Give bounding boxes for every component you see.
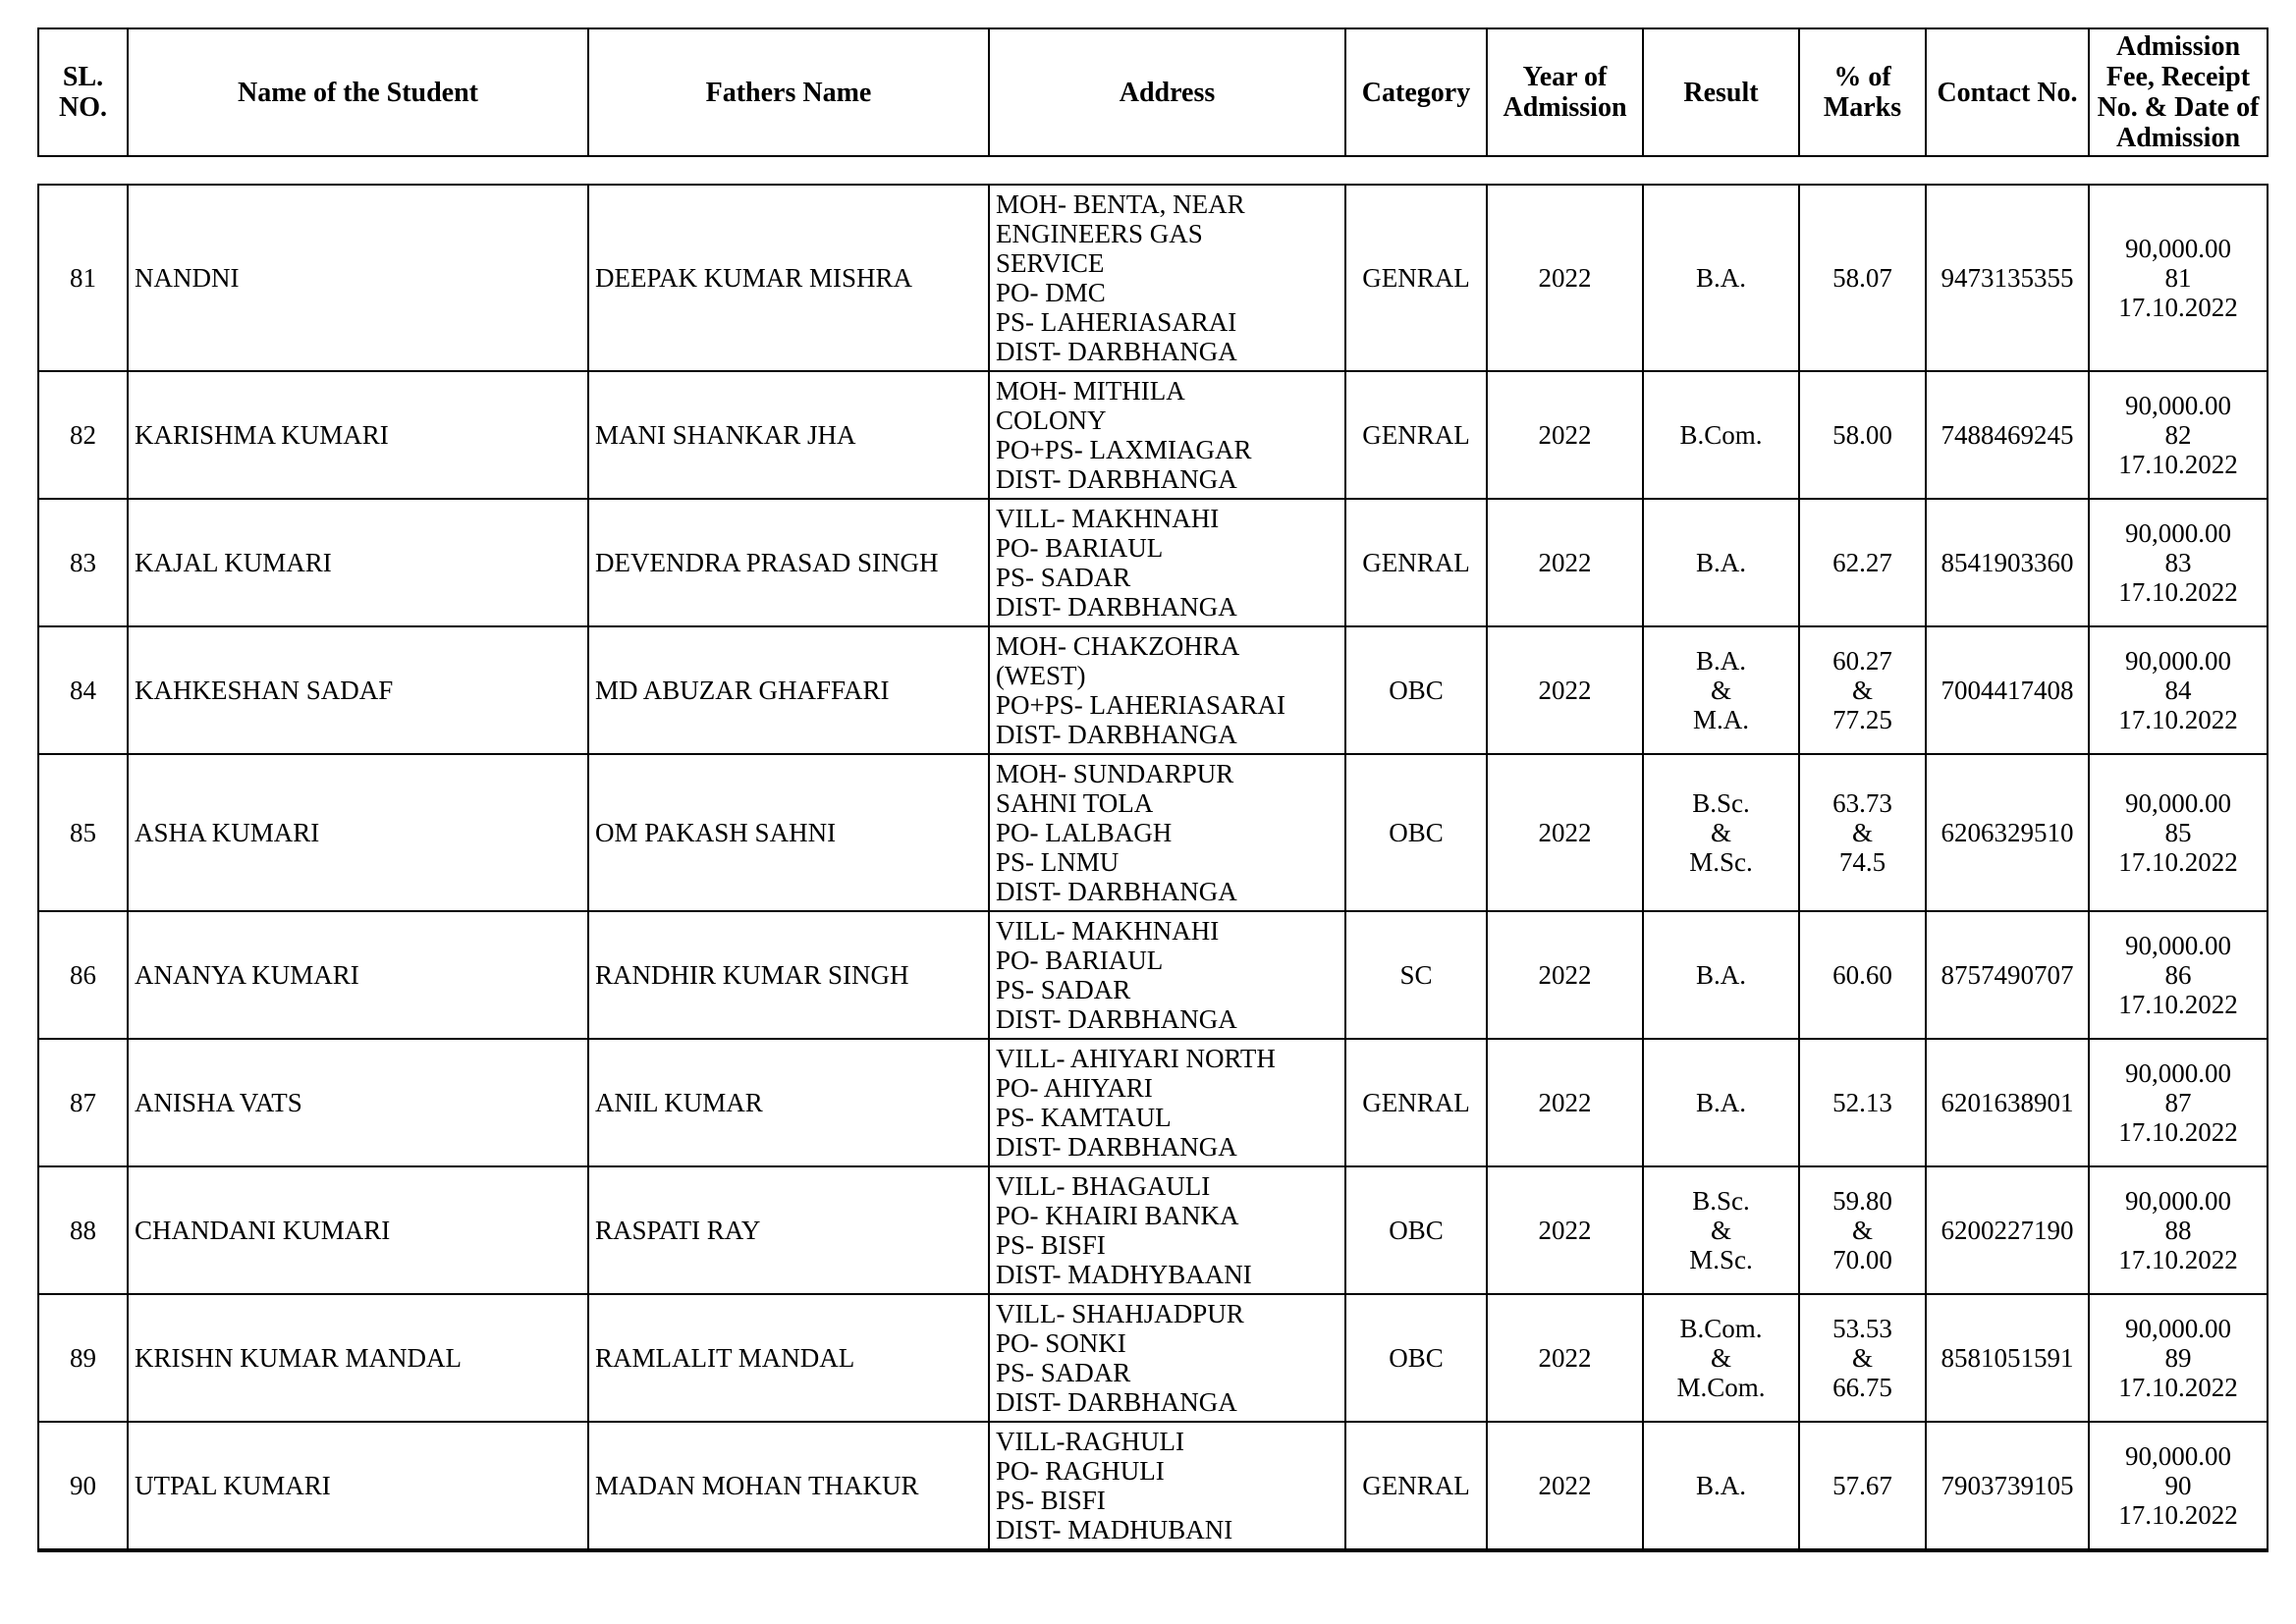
cell-marks: 58.00: [1799, 371, 1926, 499]
cell-fee: 90,000.00 88 17.10.2022: [2089, 1166, 2268, 1294]
cell-address: VILL- BHAGAULI PO- KHAIRI BANKA PS- BISFI DIST- MADHYBAANI: [989, 1166, 1345, 1294]
cell-contact: 9473135355: [1926, 185, 2089, 371]
table-row: [38, 371, 2268, 499]
column-header-contact: Contact No.: [1926, 28, 2089, 156]
cell-address: VILL- SHAHJADPUR PO- SONKI PS- SADAR DIST- DARBHANGA: [989, 1294, 1345, 1422]
cell-contact: 6201638901: [1926, 1039, 2089, 1166]
cell-father-name: MANI SHANKAR JHA: [588, 371, 989, 499]
table-row: [38, 911, 2268, 1039]
cell-address: MOH- SUNDARPUR SAHNI TOLA PO- LALBAGH PS- LNMU DIST- DARBHANGA: [989, 754, 1345, 911]
cell-sl-no: 84: [38, 626, 128, 754]
cell-contact: 7488469245: [1926, 371, 2089, 499]
cell-result: B.Sc. & M.Sc.: [1643, 754, 1799, 911]
cell-contact: 6206329510: [1926, 754, 2089, 911]
cell-address: VILL-RAGHULI PO- RAGHULI PS- BISFI DIST- MADHUBANI: [989, 1422, 1345, 1550]
column-header-category: Category: [1345, 28, 1487, 156]
column-header-sl-no: SL. NO.: [38, 28, 128, 156]
cell-fee: 90,000.00 87 17.10.2022: [2089, 1039, 2268, 1166]
table-row: [38, 185, 2268, 371]
cell-marks: 60.27 & 77.25: [1799, 626, 1926, 754]
cell-category: OBC: [1345, 626, 1487, 754]
cell-result: B.Com. & M.Com.: [1643, 1294, 1799, 1422]
cell-fee: 90,000.00 90 17.10.2022: [2089, 1422, 2268, 1550]
cell-year: 2022: [1487, 1039, 1643, 1166]
cell-fee: 90,000.00 86 17.10.2022: [2089, 911, 2268, 1039]
cell-result: B.A.: [1643, 1039, 1799, 1166]
cell-sl-no: 81: [38, 185, 128, 371]
cell-father-name: RASPATI RAY: [588, 1166, 989, 1294]
cell-category: GENRAL: [1345, 1422, 1487, 1550]
cell-address: MOH- BENTA, NEAR ENGINEERS GAS SERVICE PO- DMC PS- LAHERIASARAI DIST- DARBHANGA: [989, 185, 1345, 371]
cell-marks: 62.27: [1799, 499, 1926, 626]
header-row: [38, 28, 2268, 156]
cell-result: B.Sc. & M.Sc.: [1643, 1166, 1799, 1294]
cell-sl-no: 85: [38, 754, 128, 911]
cell-fee: 90,000.00 89 17.10.2022: [2089, 1294, 2268, 1422]
cell-father-name: DEVENDRA PRASAD SINGH: [588, 499, 989, 626]
cell-fee: 90,000.00 84 17.10.2022: [2089, 626, 2268, 754]
cell-category: GENRAL: [1345, 185, 1487, 371]
cell-year: 2022: [1487, 185, 1643, 371]
students-table: [37, 184, 2269, 1552]
cell-category: GENRAL: [1345, 371, 1487, 499]
cell-sl-no: 88: [38, 1166, 128, 1294]
cell-result: B.A.: [1643, 185, 1799, 371]
cell-address: VILL- MAKHNAHI PO- BARIAUL PS- SADAR DIST- DARBHANGA: [989, 911, 1345, 1039]
cell-category: OBC: [1345, 1294, 1487, 1422]
cell-year: 2022: [1487, 499, 1643, 626]
table-row: [38, 1039, 2268, 1166]
cell-result: B.A.: [1643, 911, 1799, 1039]
cell-sl-no: 89: [38, 1294, 128, 1422]
cell-father-name: RAMLALIT MANDAL: [588, 1294, 989, 1422]
cell-student-name: ANANYA KUMARI: [128, 911, 588, 1039]
cell-result: B.A.: [1643, 1422, 1799, 1550]
cell-year: 2022: [1487, 1294, 1643, 1422]
cell-contact: 6200227190: [1926, 1166, 2089, 1294]
cell-student-name: CHANDANI KUMARI: [128, 1166, 588, 1294]
cell-result: B.A. & M.A.: [1643, 626, 1799, 754]
cell-marks: 59.80 & 70.00: [1799, 1166, 1926, 1294]
cell-result: B.Com.: [1643, 371, 1799, 499]
cell-category: GENRAL: [1345, 1039, 1487, 1166]
column-header-marks: % of Marks: [1799, 28, 1926, 156]
table-row: [38, 1166, 2268, 1294]
cell-category: OBC: [1345, 1166, 1487, 1294]
cell-father-name: OM PAKASH SAHNI: [588, 754, 989, 911]
cell-marks: 60.60: [1799, 911, 1926, 1039]
cell-father-name: ANIL KUMAR: [588, 1039, 989, 1166]
header-table: [37, 27, 2269, 157]
cell-sl-no: 86: [38, 911, 128, 1039]
cell-contact: 8581051591: [1926, 1294, 2089, 1422]
cell-student-name: KAHKESHAN SADAF: [128, 626, 588, 754]
table-row: [38, 626, 2268, 754]
cell-contact: 8541903360: [1926, 499, 2089, 626]
cell-year: 2022: [1487, 911, 1643, 1039]
column-header-father: Fathers Name: [588, 28, 989, 156]
cell-father-name: DEEPAK KUMAR MISHRA: [588, 185, 989, 371]
cell-category: SC: [1345, 911, 1487, 1039]
cell-marks: 53.53 & 66.75: [1799, 1294, 1926, 1422]
cell-address: MOH- MITHILA COLONY PO+PS- LAXMIAGAR DIST- DARBHANGA: [989, 371, 1345, 499]
cell-student-name: NANDNI: [128, 185, 588, 371]
cell-father-name: RANDHIR KUMAR SINGH: [588, 911, 989, 1039]
cell-year: 2022: [1487, 626, 1643, 754]
cell-sl-no: 82: [38, 371, 128, 499]
column-header-result: Result: [1643, 28, 1799, 156]
cell-year: 2022: [1487, 1166, 1643, 1294]
cell-contact: 8757490707: [1926, 911, 2089, 1039]
cell-contact: 7004417408: [1926, 626, 2089, 754]
cell-result: B.A.: [1643, 499, 1799, 626]
cell-fee: 90,000.00 81 17.10.2022: [2089, 185, 2268, 371]
cell-marks: 63.73 & 74.5: [1799, 754, 1926, 911]
column-header-fee: Admission Fee, Receipt No. & Date of Admission: [2089, 28, 2268, 156]
cell-marks: 58.07: [1799, 185, 1926, 371]
cell-student-name: ASHA KUMARI: [128, 754, 588, 911]
column-header-name: Name of the Student: [128, 28, 588, 156]
cell-year: 2022: [1487, 1422, 1643, 1550]
cell-student-name: UTPAL KUMARI: [128, 1422, 588, 1550]
cell-marks: 52.13: [1799, 1039, 1926, 1166]
column-header-year: Year of Admission: [1487, 28, 1643, 156]
cell-sl-no: 90: [38, 1422, 128, 1550]
table-row: [38, 1422, 2268, 1550]
cell-year: 2022: [1487, 754, 1643, 911]
cell-category: OBC: [1345, 754, 1487, 911]
cell-fee: 90,000.00 83 17.10.2022: [2089, 499, 2268, 626]
cell-fee: 90,000.00 85 17.10.2022: [2089, 754, 2268, 911]
cell-student-name: KARISHMA KUMARI: [128, 371, 588, 499]
cell-address: MOH- CHAKZOHRA (WEST) PO+PS- LAHERIASARAI DIST- DARBHANGA: [989, 626, 1345, 754]
cell-fee: 90,000.00 82 17.10.2022: [2089, 371, 2268, 499]
table-row: [38, 499, 2268, 626]
cell-father-name: MD ABUZAR GHAFFARI: [588, 626, 989, 754]
cell-category: GENRAL: [1345, 499, 1487, 626]
cell-marks: 57.67: [1799, 1422, 1926, 1550]
cell-year: 2022: [1487, 371, 1643, 499]
cell-student-name: KAJAL KUMARI: [128, 499, 588, 626]
cell-sl-no: 83: [38, 499, 128, 626]
table-row: [38, 1294, 2268, 1422]
cell-contact: 7903739105: [1926, 1422, 2089, 1550]
cell-student-name: ANISHA VATS: [128, 1039, 588, 1166]
cell-student-name: KRISHN KUMAR MANDAL: [128, 1294, 588, 1422]
cell-sl-no: 87: [38, 1039, 128, 1166]
cell-address: VILL- AHIYARI NORTH PO- AHIYARI PS- KAMTAUL DIST- DARBHANGA: [989, 1039, 1345, 1166]
cell-father-name: MADAN MOHAN THAKUR: [588, 1422, 989, 1550]
cell-address: VILL- MAKHNAHI PO- BARIAUL PS- SADAR DIST- DARBHANGA: [989, 499, 1345, 626]
table-row: [38, 754, 2268, 911]
column-header-address: Address: [989, 28, 1345, 156]
